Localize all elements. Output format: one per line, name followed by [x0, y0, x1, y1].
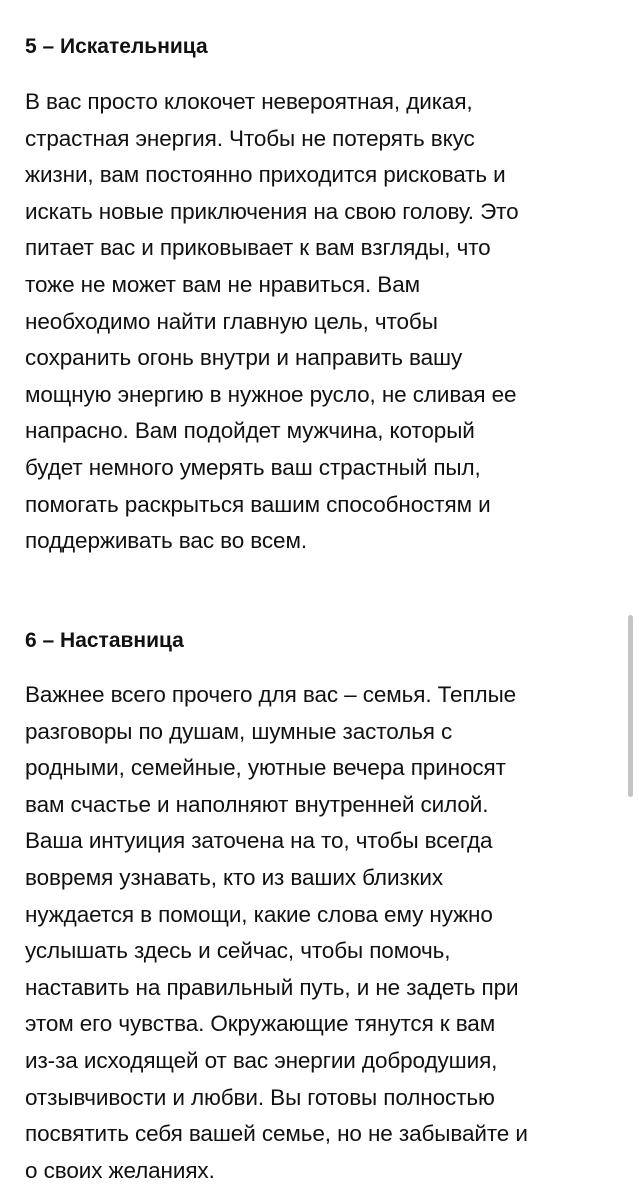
section-6-line: посвятить себя вашей семье, но не забывайте и — [25, 1121, 528, 1147]
section-6-line: этом его чувства. Окружающие тянутся к вам — [25, 1011, 496, 1037]
section-5-line: мощную энергию в нужное русло, не сливая ее — [25, 381, 517, 407]
section-5-line: страстная энергия. Чтобы не потерять вкус — [25, 125, 475, 151]
section-6-line: разговоры по душам, шумные застолья с — [25, 718, 453, 744]
section-6-title: 6 – Наставница — [25, 629, 184, 652]
section-5-body — [25, 84, 519, 560]
section-6-line: нуждается в помощи, какие слова ему нужно — [25, 901, 493, 927]
section-5-line: напрасно. Вам подойдет мужчина, который — [25, 418, 475, 444]
section-6-line: о своих желаниях. — [25, 1157, 215, 1183]
section-5-line: жизни, вам постоянно приходится рисковать и — [25, 162, 506, 188]
section-5-line: сохранить огонь внутри и направить вашу — [25, 345, 463, 371]
section-6-line: вовремя узнавать, кто из ваших близких — [25, 864, 443, 890]
section-6-line: наставить на правильный путь, и не задеть при — [25, 974, 519, 1000]
section-5-line: поддерживать вас во всем. — [25, 528, 307, 554]
section-5-line: необходимо найти главную цель, чтобы — [25, 308, 438, 334]
scrollbar-thumb[interactable] — [628, 615, 633, 797]
section-6-line: вам счастье и наполняют внутренней силой. — [25, 791, 489, 817]
section-5-title: 5 – Искательница — [25, 35, 208, 58]
section-6-line: родными, семейные, уютные вечера приносят — [25, 755, 506, 781]
section-6-line: отзывчивости и любви. Вы готовы полностью — [25, 1084, 495, 1110]
section-5-line: будет немного умерять ваш страстный пыл, — [25, 454, 481, 480]
section-6-line: услышать здесь и сейчас, чтобы помочь, — [25, 938, 451, 964]
section-5-line: питает вас и приковывает к вам взгляды, что — [25, 235, 491, 261]
section-5-line: В вас просто клокочет невероятная, дикая, — [25, 89, 473, 114]
section-5-line: помогать раскрыться вашим способностям и — [25, 491, 491, 517]
section-5-line: искать новые приключения на свою голову. Это — [25, 198, 519, 224]
section-6-line: Ваша интуиция заточена на то, чтобы всегда — [25, 828, 493, 854]
section-6-line: из-за исходящей от вас энергии добродушия, — [25, 1047, 498, 1073]
section-5-line: тоже не может вам не нравиться. Вам — [25, 271, 420, 297]
section-6-body — [25, 677, 528, 1189]
section-6-line: Важнее всего прочего для вас – семья. Теплые — [25, 682, 517, 707]
